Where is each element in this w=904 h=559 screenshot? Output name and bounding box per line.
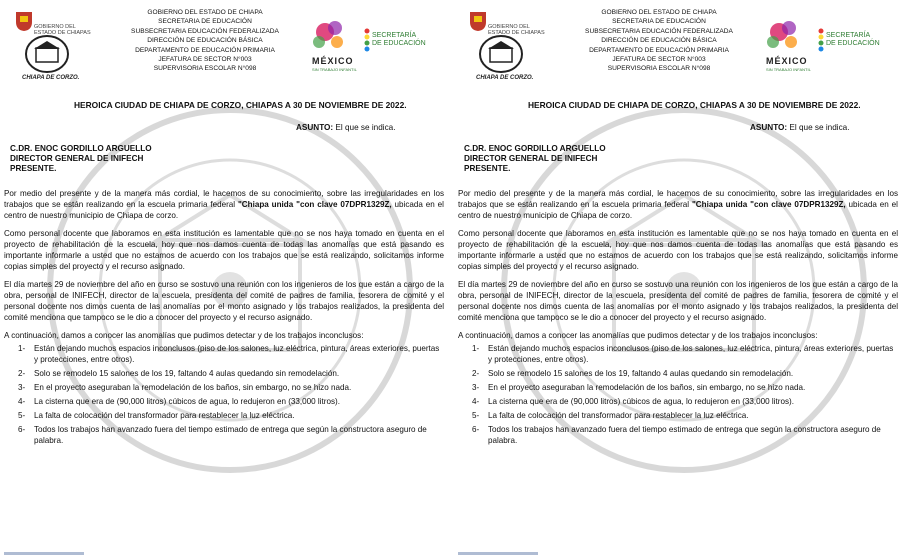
subject-label: ASUNTO: xyxy=(296,123,334,132)
addressee-greeting: PRESENTE. xyxy=(464,164,511,173)
list-item: 1- Están dejando muchos espacios inconclusos (piso de los salones, luz eléctrica, pintura, áreas exteriores, puertas y protecciones, entre otros). xyxy=(472,344,894,364)
mexico-logo-text: MÉXICO xyxy=(312,56,354,66)
list-item: 1- Están dejando muchos espacios inconclusos (piso de los salones, luz eléctrica, pintura, áreas exteriores, puertas y protecciones, entre otros). xyxy=(18,344,440,364)
addressee-title: DIRECTOR GENERAL DE INIFECH xyxy=(10,154,144,163)
institution-header: GOBIERNO DEL ESTADO DE CHIAPA SECRETARIA DE EDUCACIÓN SUBSECRETARIA EDUCACIÓN FEDERALIZADA DIRECCIÓN DE EDUCACIÓN BÁSICA DEPARTAMENTO DE EDUCACIÓN PRIMARIA JEFATURA DE SECTOR N°003 SUPERVISORIA ESCOLAR N°098 xyxy=(131,9,279,73)
paragraph-3: El día martes 29 de noviembre del año en curso se sostuvo una reunión con los ingenieros de los que están a cargo de la obra, personal de INIFECH, director de la escuela, presidenta del comité de padres de familia, tesorera de comité y el personal docente nos dimos cuenta de las anomalías por el monto asignado y los trabajos realizados, la presidenta del comité menciona que tampoco se le dio a conocer del proyecto y el recurso asignado. xyxy=(458,280,898,322)
date-line: HEROICA CIUDAD DE CHIAPA DE CORZO, CHIAPAS A 30 DE NOVIEMBRE DE 2022. xyxy=(528,100,861,110)
gov-logo-text: GOBIERNO DEL ESTADO DE CHIAPAS xyxy=(488,24,545,36)
letter-copy-left xyxy=(0,0,450,559)
subject-label: ASUNTO: xyxy=(750,123,788,132)
mexico-logo-subtitle: SIN TRABAJO INFANTIL xyxy=(766,67,811,72)
list-item: 3- En el proyecto aseguraban la remodelación de los baños, sin embargo, no se hizo nada. xyxy=(18,383,352,392)
addressee-greeting: PRESENTE. xyxy=(10,164,57,173)
letterhead xyxy=(0,0,450,90)
anomalies-list xyxy=(458,343,898,446)
paragraph-2: Como personal docente que laboramos en esta institución es lamentable que no se nos haya tomado en cuenta en el proyecto de rehabilitación de la escuela, hoy que nos damos cuenta de todas las anomalías que está pasando es importante informarle a usted que no estamos de acuerdo con los trabajos que se está realizando, solicitamos informe copias simples del proyecto y el recurso asignado. xyxy=(4,229,444,271)
list-item: 2- Solo se remodelo 15 salones de los 19, faltando 4 aulas quedando sin remodelación. xyxy=(18,369,340,378)
sep-logo-icon xyxy=(364,28,370,52)
subject-value: El que se indica. xyxy=(333,123,396,132)
paragraph-2: Como personal docente que laboramos en esta institución es lamentable que no se nos haya tomado en cuenta en el proyecto de rehabilitación de la escuela, hoy que nos damos cuenta de todas las anomalías que está pasando es importante informarle a usted que no estamos de acuerdo con los trabajos que se está realizando, solicitamos informe copias simples del proyecto y el recurso asignado. xyxy=(458,229,898,271)
list-item: 3- En el proyecto aseguraban la remodelación de los baños, sin embargo, no se hizo nada. xyxy=(472,383,806,392)
sep-logo-text: SECRETARÍA DE EDUCACIÓN xyxy=(826,32,880,47)
list-item: 5- La falta de colocación del transformador para restablecer la luz eléctrica. xyxy=(18,411,295,420)
letter-body xyxy=(458,188,898,449)
addressee-name: C.DR. ENOC GORDILLO ARGUELLO xyxy=(10,144,152,153)
addressee-name: C.DR. ENOC GORDILLO ARGUELLO xyxy=(464,144,606,153)
paragraph-1: Por medio del presente y de la manera más cordial, le hacemos de su conocimiento, sobre las irregularidades en los trabajos que se están realizando en la escuela primaria federal "Chiapa unida "con clave 07DPR1329Z, ubicada en el centro de nuestro municipio de Chiapa de corzo. xyxy=(4,189,444,220)
subject-line xyxy=(296,123,396,132)
addressee-title: DIRECTOR GENERAL DE INIFECH xyxy=(464,154,598,163)
addressee-block xyxy=(464,144,606,174)
paragraph-3: El día martes 29 de noviembre del año en curso se sostuvo una reunión con los ingenieros de los que están a cargo de la obra, personal de INIFECH, director de la escuela, presidenta del comité de padres de familia, tesorera de comité y el personal docente nos dimos cuenta de las anomalías por el monto asignado y los trabajos realizados, la presidenta del comité menciona que tampoco se le dio a conocer del proyecto y el recurso asignado. xyxy=(4,280,444,322)
list-item: 4- La cisterna que era de (90,000 litros) cúbicos de agua, lo redujeron en (33,000 litros). xyxy=(472,397,794,406)
letter-body xyxy=(4,188,444,449)
list-item: 6- Todos los trabajos han avanzado fuera del tiempo estimado de entrega que según la constructora aseguro de palabra. xyxy=(472,425,881,445)
chiapas-crest-icon xyxy=(468,10,488,32)
footer-link-fragment xyxy=(458,552,538,555)
chiapas-crest-icon xyxy=(14,10,34,32)
date-line: HEROICA CIUDAD DE CHIAPA DE CORZO, CHIAPAS A 30 DE NOVIEMBRE DE 2022. xyxy=(74,100,407,110)
paragraph-4: A continuación, damos a conocer las anomalías que pudimos detectar y de los trabajos inconclusos: xyxy=(4,331,364,340)
gov-logo-text: GOBIERNO DEL ESTADO DE CHIAPAS xyxy=(34,24,91,36)
list-item: 2- Solo se remodelo 15 salones de los 19, faltando 4 aulas quedando sin remodelación. xyxy=(472,369,794,378)
letterhead xyxy=(454,0,904,90)
paragraph-1: Por medio del presente y de la manera más cordial, le hacemos de su conocimiento, sobre las irregularidades en los trabajos que se están realizando en la escuela primaria federal "Chiapa unida "con clave 07DPR1329Z, ubicada en el centro de nuestro municipio de Chiapa de corzo. xyxy=(458,189,898,220)
paragraph-4: A continuación, damos a conocer las anomalías que pudimos detectar y de los trabajos inconclusos: xyxy=(458,331,818,340)
mexico-flower-logo-icon xyxy=(305,14,355,58)
list-item: 5- La falta de colocación del transformador para restablecer la luz eléctrica. xyxy=(472,411,749,420)
mexico-flower-logo-icon xyxy=(759,14,809,58)
list-item: 4- La cisterna que era de (90,000 litros) cúbicos de agua, lo redujeron en (33,000 litros). xyxy=(18,397,340,406)
footer-link-fragment xyxy=(4,552,84,555)
sep-logo-text: SECRETARÍA DE EDUCACIÓN xyxy=(372,32,426,47)
mexico-logo-subtitle: SIN TRABAJO INFANTIL xyxy=(312,67,357,72)
subject-value: El que se indica. xyxy=(787,123,850,132)
sep-logo-icon xyxy=(818,28,824,52)
school-seal-icon xyxy=(478,34,524,74)
letter-copy-right xyxy=(454,0,904,559)
seal-caption: CHIAPA DE CORZO. xyxy=(22,75,80,81)
seal-caption: CHIAPA DE CORZO. xyxy=(476,75,534,81)
addressee-block xyxy=(10,144,152,174)
subject-line xyxy=(750,123,850,132)
school-seal-icon xyxy=(24,34,70,74)
mexico-logo-text: MÉXICO xyxy=(766,56,808,66)
institution-header: GOBIERNO DEL ESTADO DE CHIAPA SECRETARIA DE EDUCACIÓN SUBSECRETARIA EDUCACIÓN FEDERALIZADA DIRECCIÓN DE EDUCACIÓN BÁSICA DEPARTAMENTO DE EDUCACIÓN PRIMARIA JEFATURA DE SECTOR N°003 SUPERVISORIA ESCOLAR N°098 xyxy=(585,9,733,73)
anomalies-list xyxy=(4,343,444,446)
list-item: 6- Todos los trabajos han avanzado fuera del tiempo estimado de entrega que según la constructora aseguro de palabra. xyxy=(18,425,427,445)
